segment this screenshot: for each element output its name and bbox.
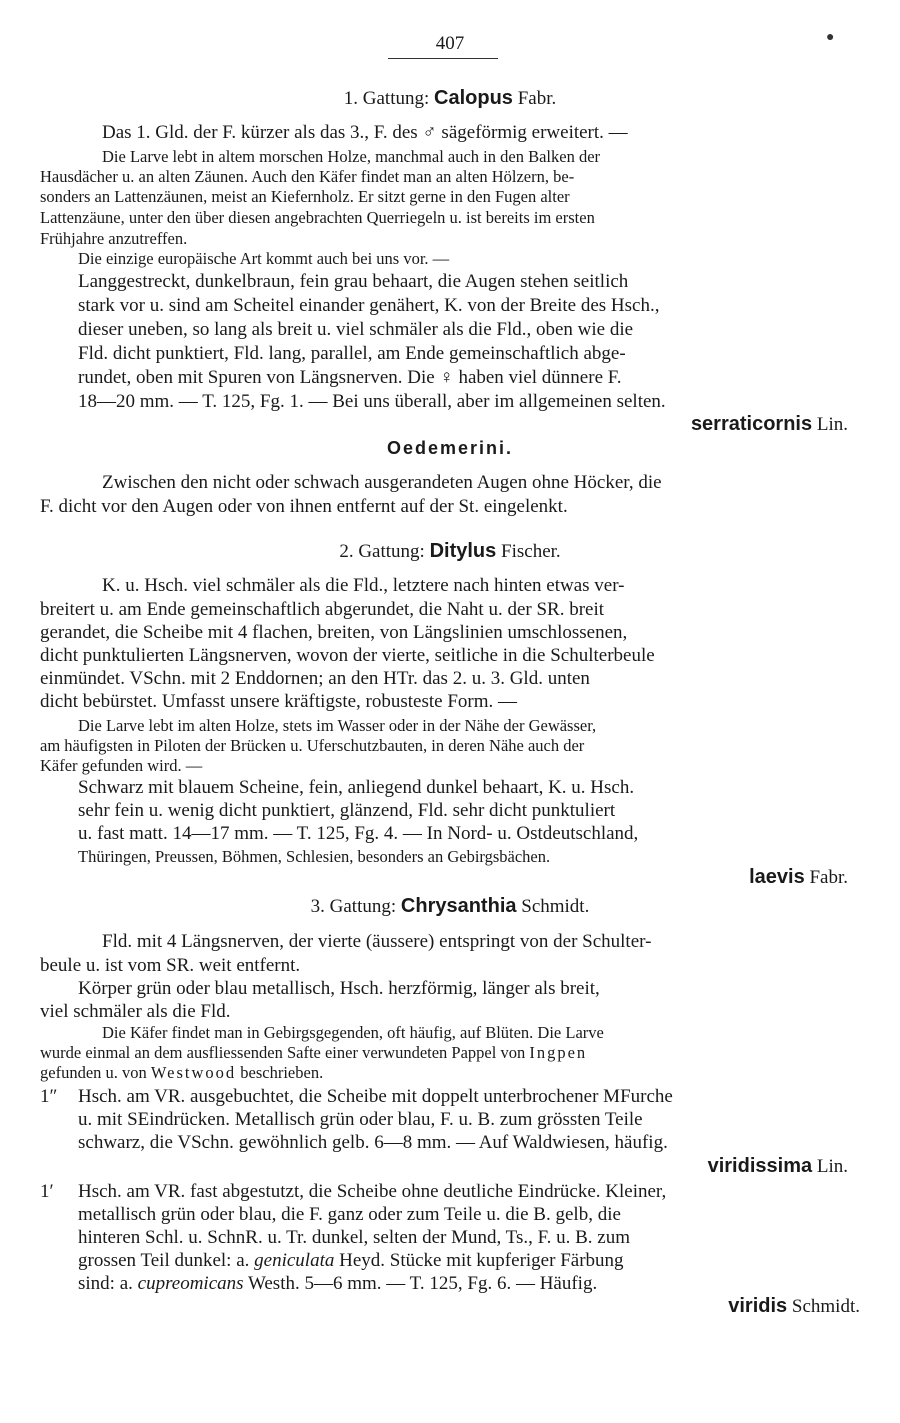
text-line: Lattenzäune, unter den über diesen angebrachten Querriegeln u. ist bereits im ersten xyxy=(40,208,595,227)
text-line: Käfer gefunden wird. — xyxy=(40,756,203,775)
text-line: Hsch. am VR. fast abgestutzt, die Scheibe ohne deutliche Eindrücke. Kleiner, xyxy=(78,1181,667,1202)
species-serraticornis: serraticornis Lin. xyxy=(690,413,848,435)
text-line: wurde einmal an dem ausfliessenden Safte einer verwundeten Pappel von Ingpen xyxy=(40,1043,588,1062)
text-line: metallisch grün oder blau, die F. ganz oder zum Teile u. die B. gelb, die xyxy=(78,1204,621,1225)
text-line: viel schmäler als die Fld. xyxy=(40,1001,231,1022)
text-line: einmündet. VSchn. mit 2 Enddornen; an den HTr. das 2. u. 3. Gld. unten xyxy=(40,668,590,689)
text-line: gerandet, die Scheibe mit 4 flachen, breiten, von Längslinien umschlossenen, xyxy=(40,622,628,643)
genus-heading-ditylus: 2. Gattung: Ditylus Fischer. xyxy=(339,540,561,562)
text-line: Fld. mit 4 Längsnerven, der vierte (äussere) entspringt von der Schulter- xyxy=(102,931,652,952)
text-line: Zwischen den nicht oder schwach ausgerandeten Augen ohne Höcker, die xyxy=(102,472,662,493)
text-line: Die Larve lebt in altem morschen Holze, manchmal auch in den Balken der xyxy=(102,147,601,166)
couplet-marker: 1′ xyxy=(40,1181,54,1202)
text-line: schwarz, die VSchn. gewöhnlich gelb. 6—8 mm. — Auf Waldwiesen, häufig. xyxy=(78,1132,668,1153)
text-line: Frühjahre anzutreffen. xyxy=(40,229,188,248)
text-line: am häufigsten in Piloten der Brücken u. Uferschutzbauten, in deren Nähe auch der xyxy=(40,736,585,755)
text-line: rundet, oben mit Spuren von Längsnerven. Die ♀ haben viel dünnere F. xyxy=(78,367,622,388)
text-line: Die Larve lebt im alten Holze, stets im Wasser oder in der Nähe der Gewässer, xyxy=(78,716,597,735)
genus-name: Ditylus xyxy=(429,540,497,562)
species-laevis: laevis Fabr. xyxy=(749,866,848,888)
couplet-marker: 1″ xyxy=(40,1086,58,1107)
text-line: Die Käfer findet man in Gebirgsgegenden, oft häufig, auf Blüten. Die Larve xyxy=(102,1023,604,1042)
text-line: u. fast matt. 14—17 mm. — T. 125, Fg. 4. — In Nord- u. Ostdeutschland, xyxy=(78,823,639,844)
text-line: stark vor u. sind am Scheitel einander genähert, K. von der Breite des Hsch., xyxy=(78,295,660,316)
ink-speck-icon: ● xyxy=(826,30,835,45)
text-line: breitert u. am Ende gemeinschaftlich abgerundet, die Naht u. der SR. breit xyxy=(40,599,605,620)
text-line: dicht bebürstet. Umfasst unsere kräftigste, robusteste Form. — xyxy=(40,691,518,712)
text-line: Langgestreckt, dunkelbraun, fein grau behaart, die Augen stehen seitlich xyxy=(78,271,629,292)
text-line: Die einzige europäische Art kommt auch bei uns vor. — xyxy=(78,249,450,268)
species-viridissima: viridissima Lin. xyxy=(707,1155,848,1177)
text-line: Körper grün oder blau metallisch, Hsch. herzförmig, länger als breit, xyxy=(78,978,600,999)
text-line: sind: a. cupreomicans Westh. 5—6 mm. — T. 125, Fg. 6. — Häufig. xyxy=(78,1273,598,1294)
text-line: 18—20 mm. — T. 125, Fg. 1. — Bei uns überall, aber im allgemeinen selten. xyxy=(78,391,666,412)
species-viridis: viridis Schmidt. xyxy=(728,1295,860,1317)
text-line: Thüringen, Preussen, Böhmen, Schlesien, besonders an Gebirgsbächen. xyxy=(78,847,551,866)
author-name-spaced: Westwood xyxy=(150,1063,237,1082)
text-line: Hsch. am VR. ausgebuchtet, die Scheibe mit doppelt unterbrochener MFurche xyxy=(78,1086,673,1107)
genus-heading-calopus: 1. Gattung: Calopus Fabr. xyxy=(343,87,557,109)
text-line: sehr fein u. wenig dicht punktiert, glänzend, Fld. sehr dicht punktuliert xyxy=(78,800,616,821)
text-line: grossen Teil dunkel: a. geniculata Heyd. Stücke mit kupferiger Färbung xyxy=(78,1250,624,1271)
text-line: F. dicht vor den Augen oder von ihnen entfernt auf der St. eingelenkt. xyxy=(40,496,568,517)
text-line: u. mit SEindrücken. Metallisch grün oder blau, F. u. B. zum grössten Teile xyxy=(78,1109,643,1130)
tribe-heading-oedemerini: Oedemerini. xyxy=(386,438,514,458)
text-line: dieser uneben, so lang als breit u. viel schmäler als die Fld., oben wie die xyxy=(78,319,634,340)
page-number: 407 xyxy=(435,33,465,54)
genus-name: Chrysanthia xyxy=(400,895,517,917)
text-line: gefunden u. von Westwood beschrieben. xyxy=(40,1063,324,1082)
text-line: beule u. ist vom SR. weit entfernt. xyxy=(40,955,301,976)
text-line: hinteren Schl. u. SchnR. u. Tr. dunkel, selten der Mund, Ts., F. u. B. zum xyxy=(78,1227,631,1248)
text-line: Fld. dicht punktiert, Fld. lang, parallel, am Ende gemeinschaftlich abge- xyxy=(78,343,626,364)
text-line: dicht punktulierten Längsnerven, wovon der vierte, seitliche in die Schulterbeule xyxy=(40,645,655,666)
text-line: sonders an Lattenzäunen, meist an Kiefernholz. Er sitzt gerne in den Fugen alter xyxy=(40,187,570,206)
text-line: Hausdächer u. an alten Zäunen. Auch den Käfer findet man an alten Hölzern, be- xyxy=(40,167,575,186)
text-line: Das 1. Gld. der F. kürzer als das 3., F. des ♂ sägeförmig erweitert. — xyxy=(102,122,628,143)
genus-name: Calopus xyxy=(434,87,513,109)
aberration-name: geniculata xyxy=(254,1250,335,1271)
text-line: Schwarz mit blauem Scheine, fein, anliegend dunkel behaart, K. u. Hsch. xyxy=(78,777,635,798)
text-line: K. u. Hsch. viel schmäler als die Fld., letztere nach hinten etwas ver- xyxy=(102,575,625,596)
genus-heading-chrysanthia: 3. Gattung: Chrysanthia Schmidt. xyxy=(310,895,590,917)
author-name-spaced: Ingpen xyxy=(529,1043,588,1062)
page-number-rule xyxy=(388,58,498,59)
aberration-name: cupreomicans xyxy=(137,1273,244,1294)
